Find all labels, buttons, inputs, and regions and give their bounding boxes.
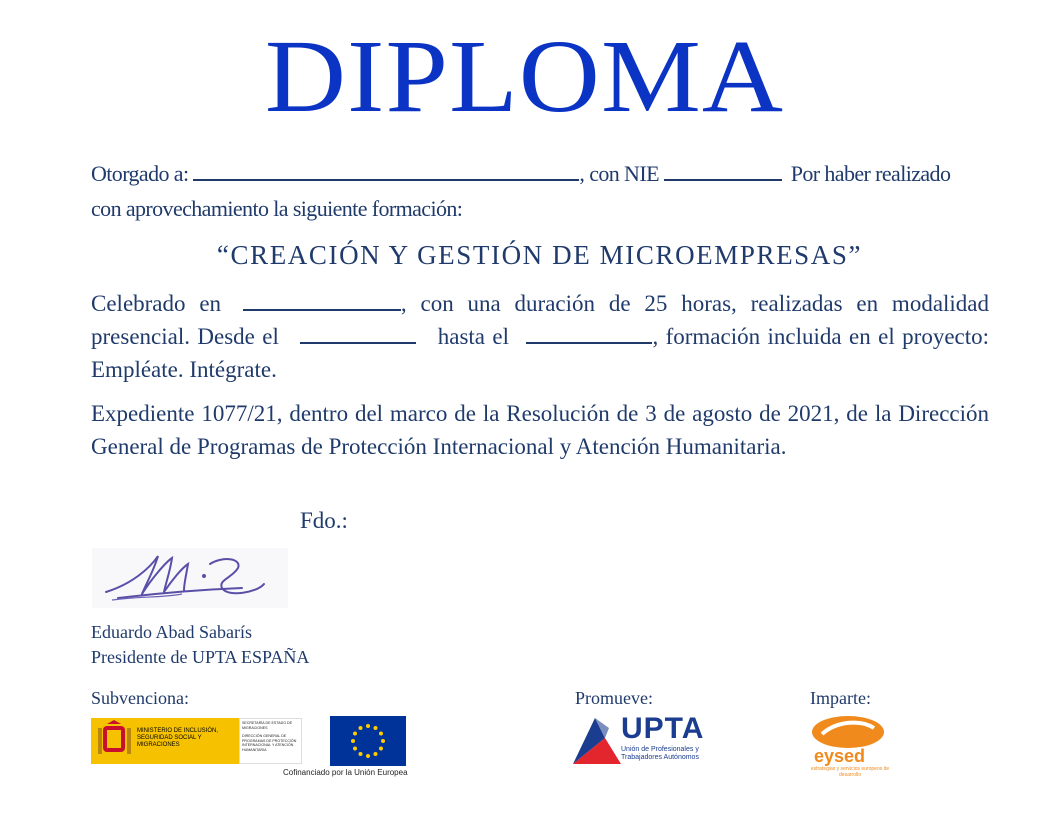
- eu-star-icon: [374, 726, 378, 730]
- awarded-line: [91, 158, 989, 190]
- imparte-label: Imparte:: [810, 688, 871, 708]
- duration-text: , con una duración de 25 horas, realizadas en modalidad presencial. Desde el: [91, 291, 990, 349]
- upta-emblem-icon: [571, 714, 623, 766]
- expediente-paragraph: Expediente 1077/21, dentro del marco de la Resolución de 3 de agosto de 2021, de la Dirección General de Programas de Protección Internacional y Atención Humanitaria.: [91, 401, 989, 459]
- promueve-label: Promueve:: [575, 688, 653, 708]
- eu-caption: Cofinanciado por la Unión Europea: [283, 768, 408, 777]
- ministry-secretaria: SECRETARÍA DE ESTADO DE MIGRACIONES: [242, 721, 292, 730]
- ministry-direccion: DIRECCIÓN GENERAL DE PROGRAMAS DE PROTECCIÓN INTERNACIONAL Y ATENCIÓN HUMANITARIA: [242, 734, 297, 752]
- details-paragraph: [91, 287, 989, 386]
- nie-label: , con NIE: [579, 161, 659, 186]
- course-title: “CREACIÓN Y GESTIÓN DE MICROEMPRESAS”: [216, 240, 863, 270]
- awarded-line-2: con aprovechamiento la siguiente formación:: [91, 196, 463, 221]
- eysed-wordmark: eysed: [814, 746, 866, 766]
- awarded-suffix: Por haber realizado: [790, 161, 951, 186]
- eu-star-icon: [381, 739, 385, 743]
- eu-star-icon: [359, 752, 363, 756]
- eu-star-icon: [379, 732, 383, 736]
- eu-star-icon: [379, 747, 383, 751]
- signature-image: [92, 548, 288, 614]
- celebrated-label: Celebrado en: [91, 291, 222, 316]
- upta-logo: [571, 714, 713, 766]
- nie-blank: [664, 161, 782, 181]
- awarded-prefix: Otorgado a:: [91, 161, 189, 186]
- until-label: hasta el: [437, 324, 510, 349]
- fdo-label: Fdo.:: [300, 508, 348, 533]
- signer-name: Eduardo Abad Sabarís: [91, 622, 252, 642]
- eu-star-icon: [366, 754, 370, 758]
- location-blank: [243, 291, 401, 311]
- eu-star-icon: [351, 739, 355, 743]
- eysed-subtitle: estrategias y servicios europeos de desarrollo: [810, 766, 890, 778]
- eu-star-icon: [353, 732, 357, 736]
- ministry-secondary-panel: [239, 718, 302, 764]
- ministry-logo: [91, 718, 239, 764]
- diploma-title: DIPLOMA: [264, 19, 785, 134]
- signer-block: [91, 620, 309, 670]
- start-date-blank: [300, 324, 416, 344]
- end-date-blank: [526, 324, 652, 344]
- recipient-name-blank: [193, 161, 579, 181]
- upta-subtitle: Unión de Profesionales y Trabajadores Autónomos: [621, 746, 699, 761]
- signer-role: Presidente de UPTA ESPAÑA: [91, 647, 310, 667]
- upta-wordmark: UPTA: [621, 712, 705, 745]
- project-text: , formación incluida en el proyecto: Empléate. Intégrate.: [91, 324, 990, 382]
- eysed-swoosh-icon: [808, 714, 888, 750]
- coat-of-arms-icon: [95, 718, 135, 764]
- eu-flag-icon: [330, 716, 406, 766]
- ministry-name: MINISTERIO DE INCLUSIÓN, SEGURIDAD SOCIAL Y MIGRACIONES: [137, 728, 219, 748]
- eu-star-icon: [366, 724, 370, 728]
- eysed-logo: [806, 714, 890, 780]
- eu-star-icon: [359, 726, 363, 730]
- subvenciona-label: Subvenciona:: [91, 688, 189, 708]
- eu-star-icon: [353, 747, 357, 751]
- eu-star-icon: [374, 752, 378, 756]
